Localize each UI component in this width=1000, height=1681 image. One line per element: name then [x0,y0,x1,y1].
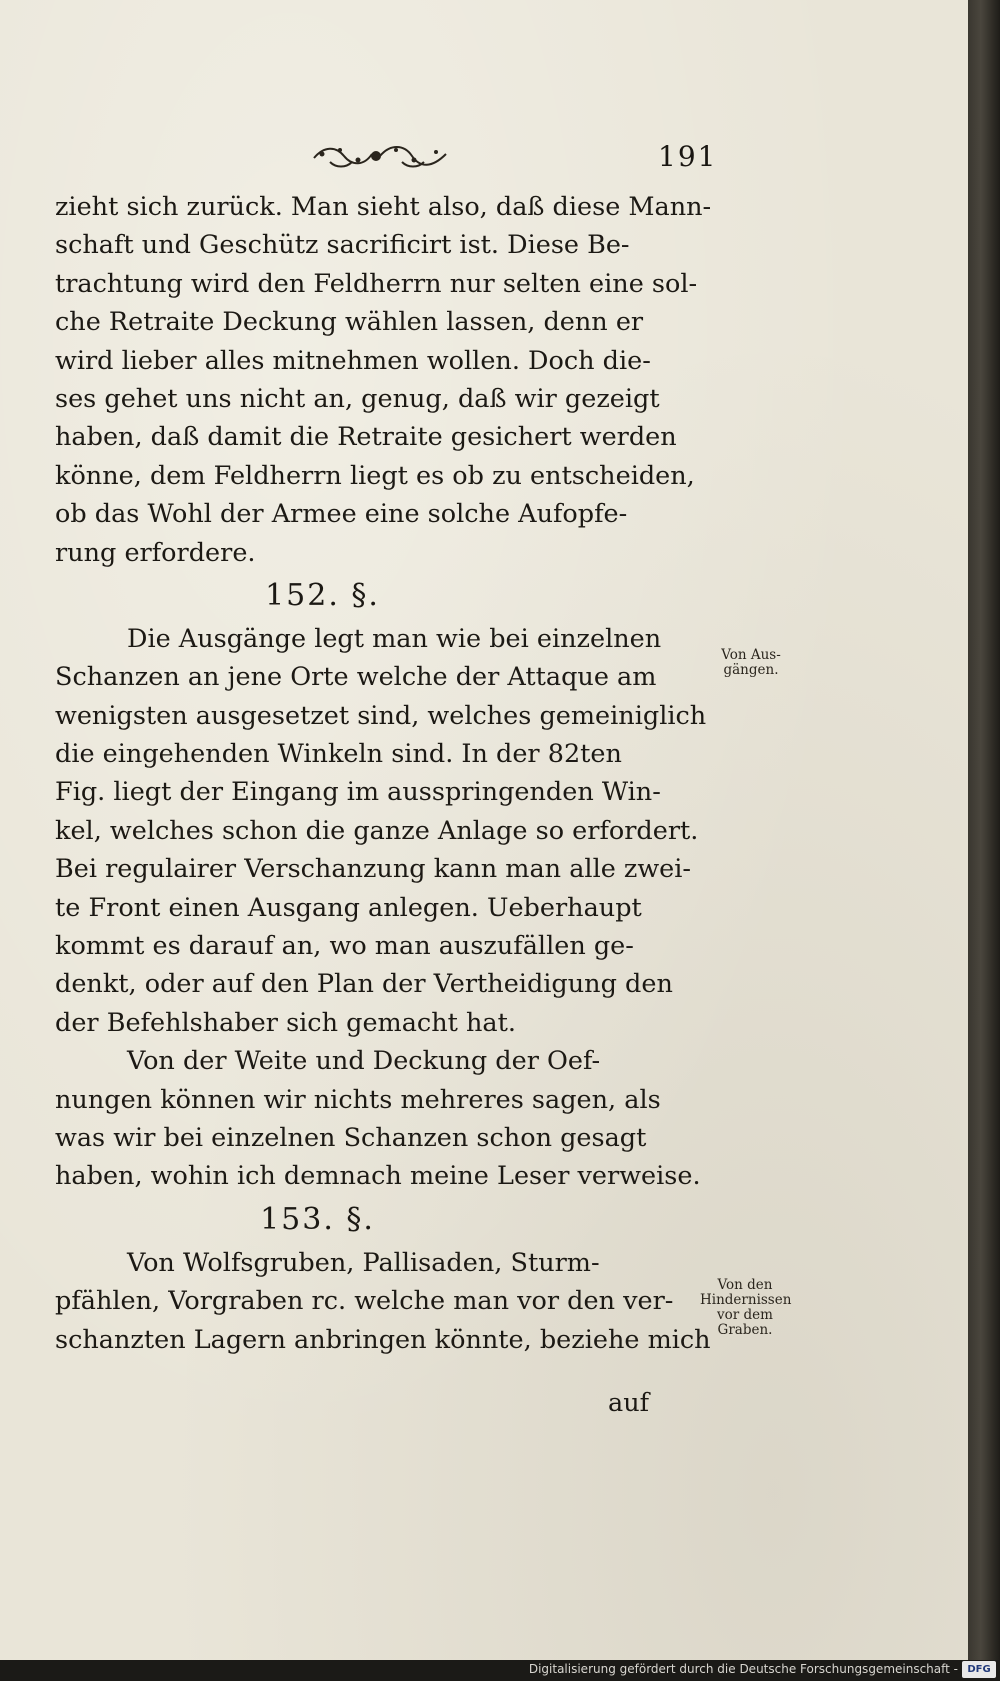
margin-note-line: Von Aus- [721,647,781,663]
section-heading-153: 153. §. [260,1201,375,1237]
text-line: denkt, oder auf den Plan der Vertheidigung den [55,969,673,1000]
text-line: haben, wohin ich demnach meine Leser verweise. [55,1161,701,1192]
main-text [55,188,710,1359]
margin-note-line: Hindernissen [700,1292,792,1308]
text-line: zieht sich zurück. Man sieht also, daß diese Mann- [55,192,712,222]
text-line: te Front einen Ausgang anlegen. Ueberhaupt [55,892,642,923]
text-line: kommt es darauf an, wo man auszufällen ge- [55,931,634,962]
catchword: auf [608,1388,650,1418]
text-line: Von der Weite und Deckung der Oef- [127,1046,601,1077]
funding-credit: Digitalisierung gefördert durch die Deutsche Forschungsgemeinschaft - [528,1662,958,1676]
text-line: kel, welches schon die ganze Anlage so erfordert. [55,815,699,846]
book-binding-edge [968,0,1000,1660]
text-line: was wir bei einzelnen Schanzen schon gesagt [55,1122,647,1153]
text-line: Bei regulairer Verschanzung kann man alle zwei- [55,854,692,885]
margin-note-hindernissen [700,1278,790,1338]
text-line: schanzten Lagern anbringen könnte, beziehe mich [55,1324,711,1355]
section-heading-152: 152. §. [265,577,380,613]
text-line: trachtung wird den Feldherrn nur selten eine sol- [55,268,698,299]
text-line: Die Ausgänge legt man wie bei einzelnen [127,623,662,654]
text-line: schaft und Geschütz sacrificirt ist. Diese Be- [55,230,630,261]
text-line: könne, dem Feldherrn liegt es ob zu entscheiden, [55,460,695,491]
margin-note-ausgaengen [706,648,796,678]
dfg-logo[interactable]: DFG [962,1661,996,1678]
margin-note-line: Von den [717,1277,773,1293]
printers-ornament-icon [310,138,450,174]
text-line: wenigsten ausgesetzet sind, welches gemeiniglich [55,700,707,731]
text-line: Von Wolfsgruben, Pallisaden, Sturm- [127,1247,600,1278]
text-line: haben, daß damit die Retraite gesichert werden [55,422,677,453]
text-line: der Befehlshaber sich gemacht hat. [55,1007,516,1038]
text-line: ob das Wohl der Armee eine solche Aufopfe- [55,499,628,530]
page-number: 191 [658,140,718,173]
margin-note-line: vor dem [717,1307,773,1323]
text-line: che Retraite Deckung wählen lassen, denn er [55,307,644,338]
digitization-footer [0,1660,1000,1681]
text-line: Schanzen an jene Orte welche der Attaque am [55,662,657,693]
text-line: nungen können wir nichts mehreres sagen, als [55,1084,661,1115]
text-line: wird lieber alles mitnehmen wollen. Doch die- [55,345,651,376]
margin-note-line: Graben. [717,1322,773,1338]
text-line: ses gehet uns nicht an, genug, daß wir gezeigt [55,383,660,414]
text-line: Fig. liegt der Eingang im ausspringenden Win- [55,777,661,808]
text-line: pfählen, Vorgraben rc. welche man vor den ver- [55,1286,674,1317]
text-line: die eingehenden Winkeln sind. In der 82ten [55,739,622,770]
margin-note-line: gängen. [723,662,779,678]
text-line: rung erfordere. [55,537,256,568]
